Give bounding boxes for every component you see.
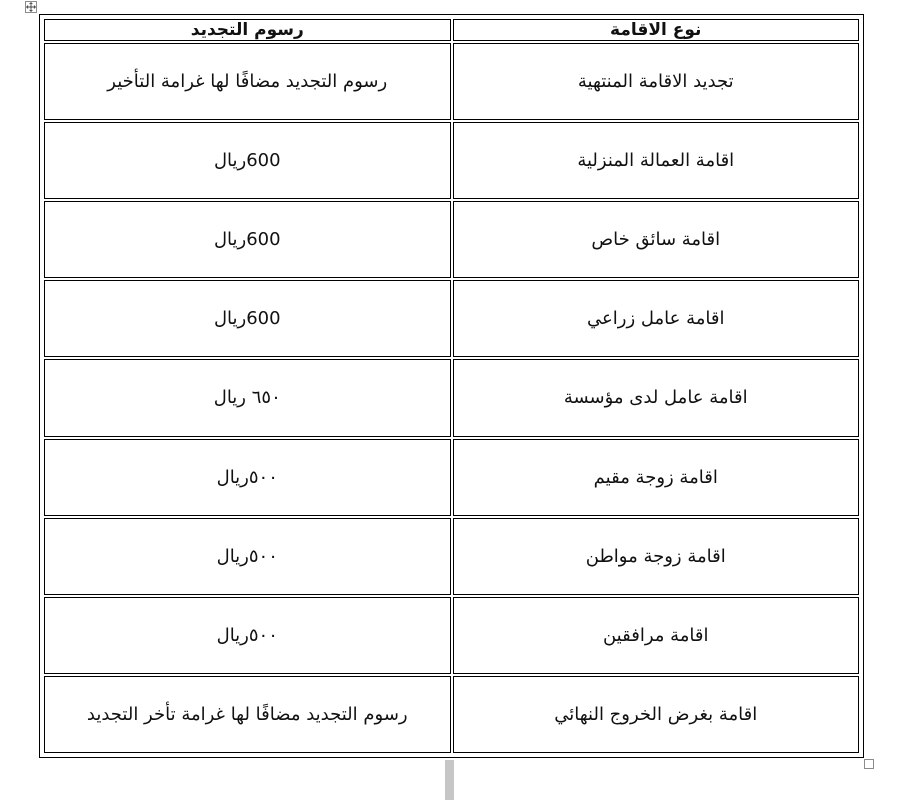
- scrollbar-thumb[interactable]: [445, 760, 454, 800]
- cell-residency-type: اقامة بغرض الخروج النهائي: [453, 676, 860, 753]
- cell-renewal-fee: رسوم التجديد مضافًا لها غرامة التأخير: [44, 43, 451, 120]
- cell-renewal-fee: ٥٠٠ريال: [44, 597, 451, 674]
- table-row: [44, 201, 859, 278]
- residency-fees-table: [42, 17, 861, 755]
- table-header-row: [44, 19, 859, 41]
- cell-residency-type: اقامة عامل زراعي: [453, 280, 860, 357]
- table-row: [44, 676, 859, 753]
- cell-renewal-fee: ٥٠٠ريال: [44, 518, 451, 595]
- cell-renewal-fee: رسوم التجديد مضافًا لها غرامة تأخر التجديد: [44, 676, 451, 753]
- table-row: [44, 518, 859, 595]
- cell-renewal-fee: 600ريال: [44, 201, 451, 278]
- table-row: [44, 439, 859, 516]
- header-residency-type: نوع الاقامة: [453, 19, 860, 41]
- cell-residency-type: اقامة زوجة مقيم: [453, 439, 860, 516]
- table-row: [44, 280, 859, 357]
- cell-renewal-fee: ٥٠٠ريال: [44, 439, 451, 516]
- cell-residency-type: اقامة العمالة المنزلية: [453, 122, 860, 199]
- table-resize-handle-icon[interactable]: [864, 759, 874, 769]
- table-row: [44, 359, 859, 436]
- cell-residency-type: تجديد الاقامة المنتهية: [453, 43, 860, 120]
- table-move-handle-icon[interactable]: [25, 1, 37, 13]
- header-renewal-fee: رسوم التجديد: [44, 19, 451, 41]
- table-row: [44, 597, 859, 674]
- cell-renewal-fee: 600ريال: [44, 122, 451, 199]
- table-row: [44, 43, 859, 120]
- cell-residency-type: اقامة سائق خاص: [453, 201, 860, 278]
- cell-residency-type: اقامة زوجة مواطن: [453, 518, 860, 595]
- cell-residency-type: اقامة عامل لدى مؤسسة: [453, 359, 860, 436]
- cell-renewal-fee: 600ريال: [44, 280, 451, 357]
- residency-fees-table-frame: [39, 14, 864, 758]
- cell-renewal-fee: ٦٥٠ ريال: [44, 359, 451, 436]
- table-row: [44, 122, 859, 199]
- cell-residency-type: اقامة مرافقين: [453, 597, 860, 674]
